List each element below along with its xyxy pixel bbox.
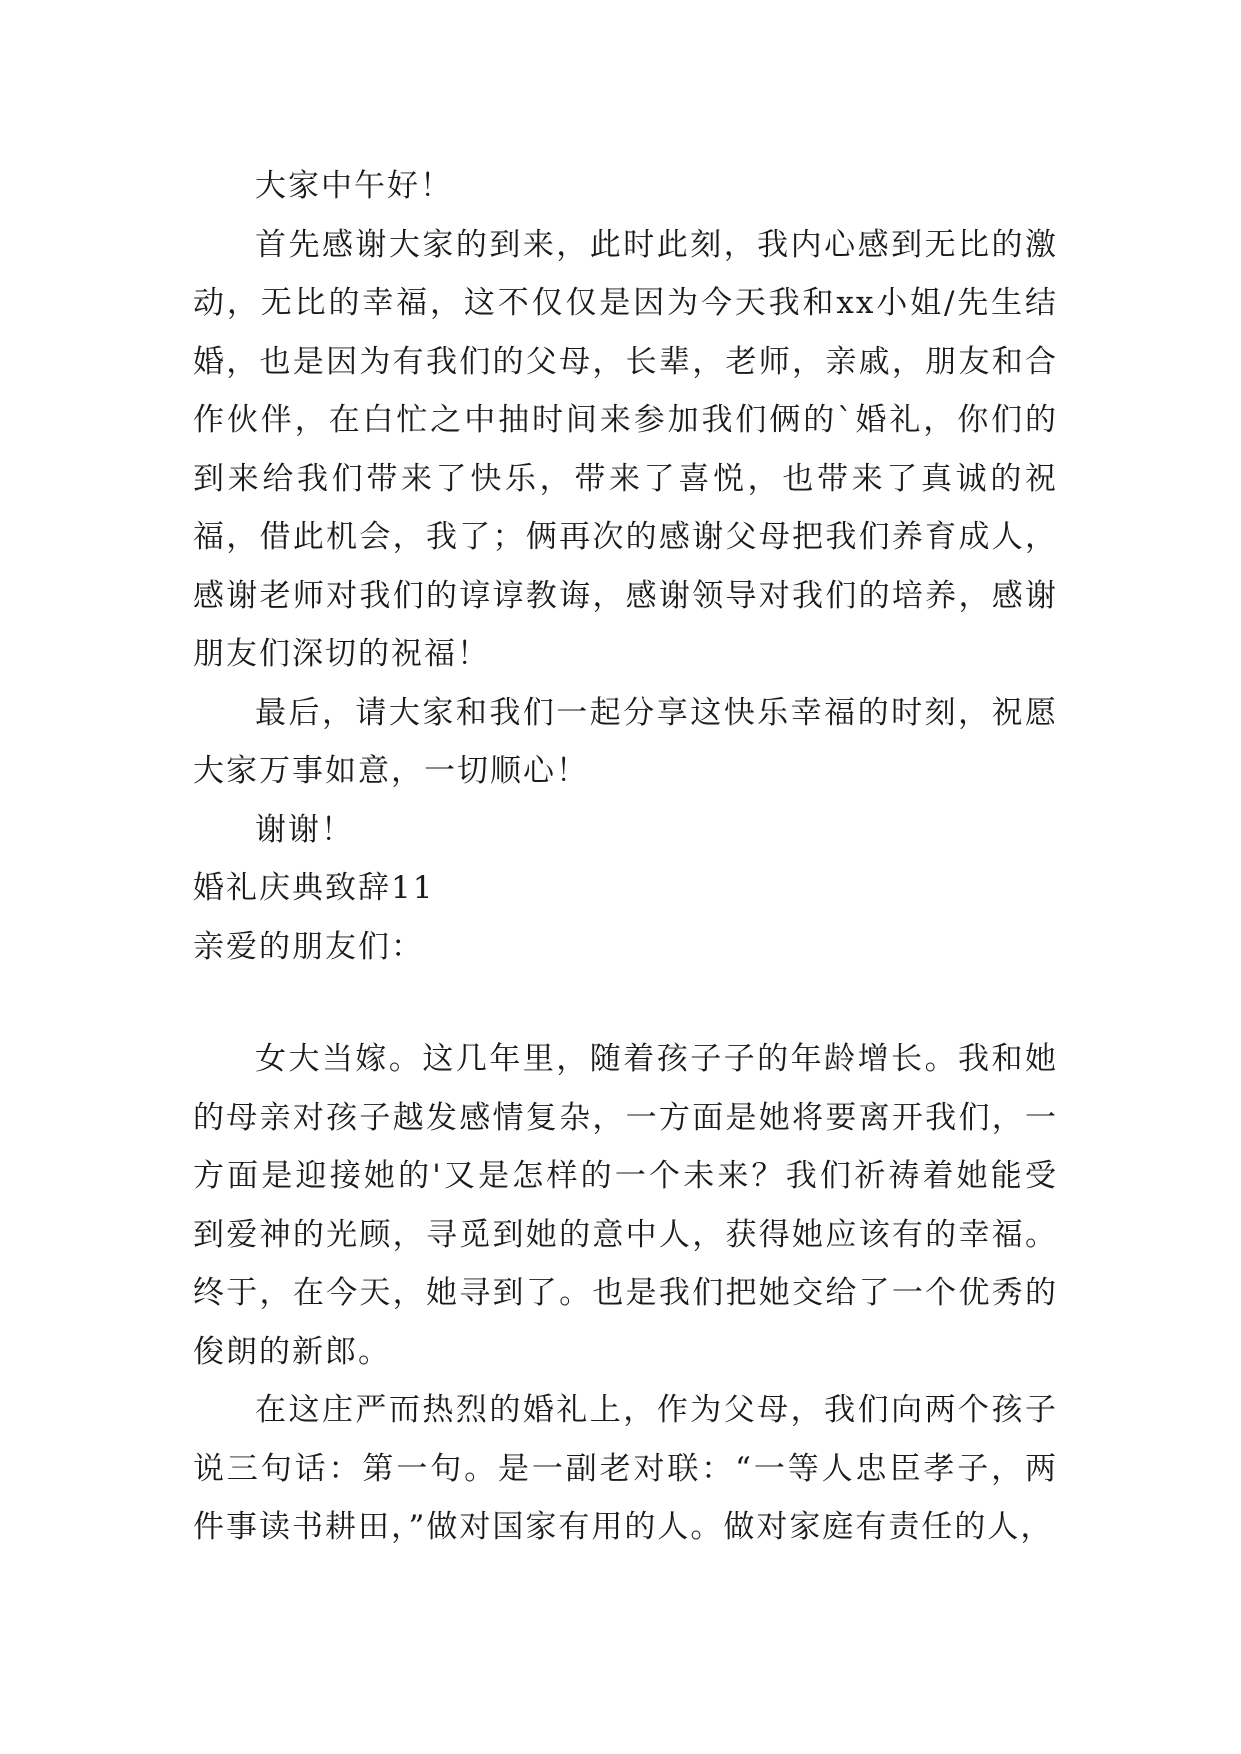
- closing-paragraph: 谢谢！: [255, 811, 354, 848]
- salutation: 亲爱的朋友们：: [193, 928, 424, 965]
- blessing-paragraph: 最后，请大家和我们一起分享这快乐幸福的时刻，祝愿大家万事如意，一切顺心！: [193, 694, 1058, 789]
- thanks-paragraph: 首先感谢大家的到来，此时此刻，我内心感到无比的激动，无比的幸福，这不仅仅是因为今天我和xx小姐/先生结婚，也是因为有我们的父母，长辈，老师，亲戚，朋友和合作伙伴，在白忙之中抽时间来参加我们俩的`婚礼，你们的到来给我们带来了快乐，带来了喜悦，也带来了真诚的祝福，借此机会，我了；俩再次的感谢父母把我们养育成人，感谢老师对我们的谆谆教诲，感谢领导对我们的培养，感谢朋友们深切的祝福！: [193, 226, 1058, 672]
- advice-paragraph: 在这庄严而热烈的婚礼上，作为父母，我们向两个孩子说三句话：第一句。是一副老对联：“一等人忠臣孝子，两件事读书耕田，”做对国家有用的人。做对家庭有责任的人，: [193, 1392, 1058, 1545]
- daughter-paragraph: 女大当嫁。这几年里，随着孩子子的年龄增长。我和她的母亲对孩子越发感情复杂，一方面是她将要离开我们，一方面是迎接她的'又是怎样的一个未来？我们祈祷着她能受到爱神的光顾，寻觅到她的意中人，获得她应该有的幸福。终于，在今天，她寻到了。也是我们把她交给了一个优秀的俊朗的新郎。: [193, 1041, 1058, 1370]
- speech-body-bottom: [193, 1030, 1058, 1557]
- section-title: 婚礼庆典致辞11: [193, 870, 435, 906]
- greeting-paragraph: 大家中午好！: [255, 168, 453, 204]
- speech-body-top: [193, 157, 1058, 976]
